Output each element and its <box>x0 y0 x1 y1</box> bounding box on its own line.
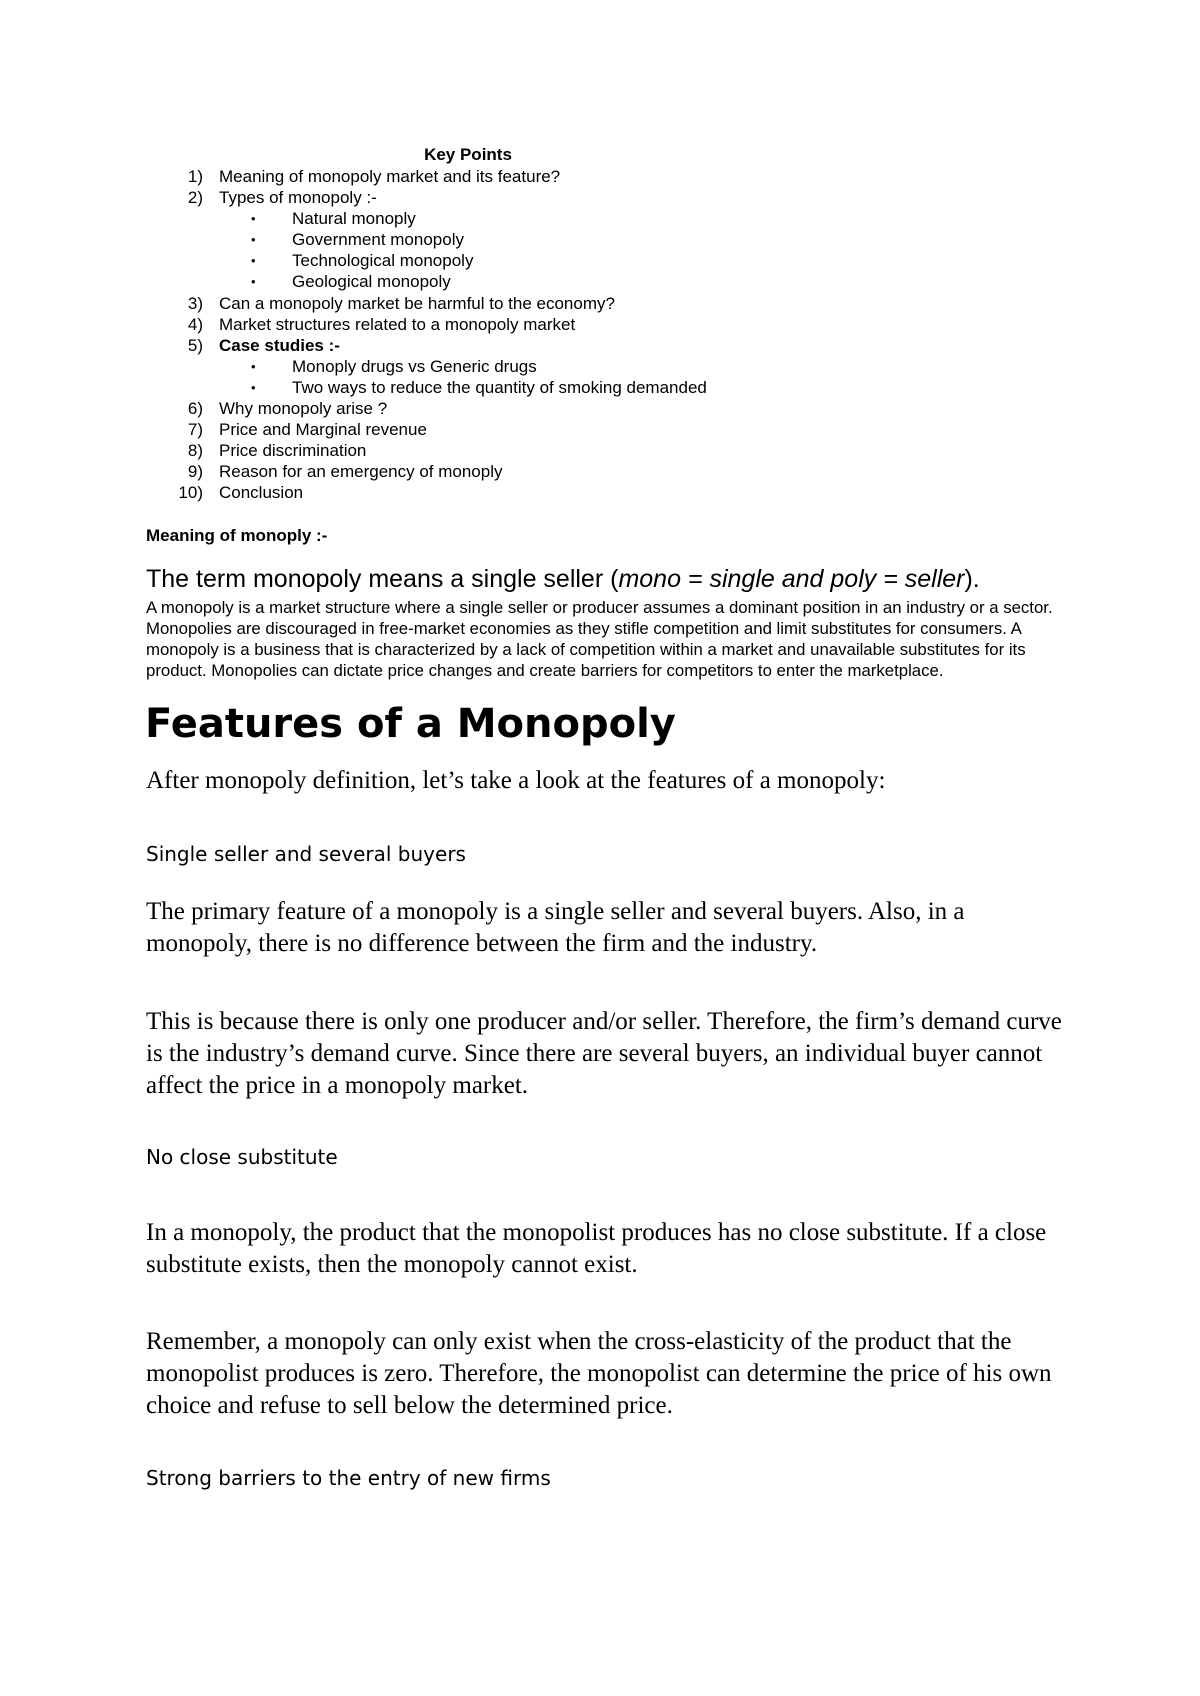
term-suffix: ). <box>964 565 980 593</box>
sub-item-text: Monoply drugs vs Generic drugs <box>292 356 537 376</box>
list-item-text: Price discrimination <box>219 441 367 461</box>
list-item <box>183 440 983 461</box>
paragraph: In a monopoly, the product that the monopolist produces has no close substitute. If a close substitute exists, then the monopoly cannot exist. <box>146 1219 1047 1278</box>
features-intro: After monopoly definition, let’s take a look at the features of a monopoly: <box>146 767 886 794</box>
list-item-text: Can a monopoly market be harmful to the economy? <box>219 293 615 313</box>
bullet-icon: • <box>251 211 256 227</box>
list-item <box>183 461 983 482</box>
list-item <box>183 293 983 314</box>
list-number: 7) <box>187 420 203 440</box>
sub-list-item <box>183 229 983 250</box>
key-points-list <box>178 166 983 504</box>
section-heading-barriers: Strong barriers to the entry of new firms <box>146 1466 551 1490</box>
list-item <box>183 398 983 419</box>
list-item <box>183 335 983 356</box>
list-item-text: Case studies :- <box>219 335 340 355</box>
list-number: 2) <box>187 188 203 208</box>
list-item <box>183 187 983 208</box>
list-item-text: Market structures related to a monopoly market <box>219 314 576 334</box>
sub-list-item <box>183 271 983 292</box>
list-item <box>183 419 983 440</box>
list-number: 3) <box>187 293 203 313</box>
sub-item-text: Technological monopoly <box>292 251 474 271</box>
sub-item-text: Natural monoply <box>292 209 416 229</box>
list-number: 8) <box>187 441 203 461</box>
list-number: 9) <box>187 462 203 482</box>
list-item-text: Reason for an emergency of monoply <box>219 462 503 482</box>
bullet-icon: • <box>251 379 256 395</box>
sub-item-text: Government monopoly <box>292 230 464 250</box>
sub-list-item <box>183 377 983 398</box>
list-item-text: Price and Marginal revenue <box>219 420 427 440</box>
features-heading: Features of a Monopoly <box>145 701 676 747</box>
list-item <box>183 314 983 335</box>
list-number: 1) <box>187 167 203 186</box>
paragraph: This is because there is only one producer and/or seller. Therefore, the firm’s demand curve is the industry’s demand curve. Since there are several buyers, an individual buyer cannot affect the price in a monopoly market. <box>146 1008 1062 1099</box>
section-heading-single-seller: Single seller and several buyers <box>146 842 466 866</box>
term-definition-line <box>146 564 1106 594</box>
sub-list-item <box>183 250 983 271</box>
list-item-text: Meaning of monopoly market and its feature? <box>219 167 561 186</box>
term-prefix: The term monopoly means a single seller ( <box>146 565 619 593</box>
sub-list-item <box>183 356 983 377</box>
definition-paragraph: A monopoly is a market structure where a single seller or producer assumes a dominant position in an industry or a sector. Monopolies are discouraged in free-market economies as they stifle competition and limit substitutes for consumers. A monopoly is a business that is characterized by a lack of competition within a market and unavailable substitutes for its product. Monopolies can dictate price changes and create barriers for competitors to enter the marketplace. <box>146 598 1053 680</box>
bullet-icon: • <box>251 358 256 374</box>
paragraph: Remember, a monopoly can only exist when the cross-elasticity of the product that the monopolist produces is zero. Therefore, the monopolist can determine the price of his own choice and refuse to sell below the determined price. <box>146 1328 1052 1419</box>
list-number: 5) <box>187 335 203 355</box>
sub-item-text: Two ways to reduce the quantity of smoking demanded <box>292 377 707 397</box>
list-number: 6) <box>187 399 203 419</box>
bullet-icon: • <box>251 274 256 290</box>
section-heading-substitute: No close substitute <box>146 1145 338 1169</box>
meaning-heading: Meaning of monoply :- <box>146 526 328 545</box>
list-item <box>178 482 983 503</box>
list-item <box>183 166 983 187</box>
sub-list-item <box>183 208 983 229</box>
bullet-icon: • <box>251 232 256 248</box>
sub-item-text: Geological monopoly <box>292 272 451 292</box>
list-number: 4) <box>187 314 203 334</box>
list-number: 10) <box>178 483 203 503</box>
list-item-text: Conclusion <box>219 483 304 503</box>
paragraph: The primary feature of a monopoly is a single seller and several buyers. Also, in a monopoly, there is no difference between the firm and the industry. <box>146 898 965 957</box>
key-points-title: Key Points <box>424 145 512 164</box>
list-item-text: Why monopoly arise ? <box>219 399 388 419</box>
bullet-icon: • <box>251 253 256 269</box>
term-etymology: mono = single and poly = seller <box>618 565 965 593</box>
list-item-text: Types of monopoly :- <box>219 188 377 208</box>
